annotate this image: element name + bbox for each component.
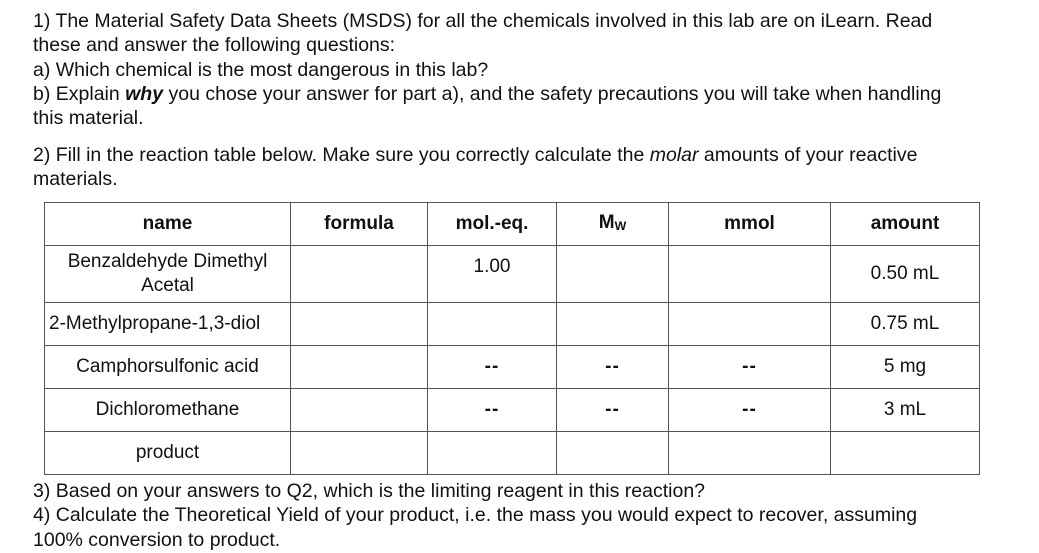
cell-mw (557, 432, 669, 475)
cell-amount: 0.75 mL (831, 303, 980, 346)
q1-emphasis-why: why (125, 82, 164, 105)
header-amount: amount (831, 203, 980, 246)
table-row (45, 432, 980, 475)
q3-line: 3) Based on your answers to Q2, which is the limiting reagent in this reaction? (33, 480, 706, 502)
header-formula: formula (291, 203, 428, 246)
table-row (45, 346, 980, 389)
q1-line-4-post: you chose your answer for part a), and the safety precautions you will take when handling (163, 82, 942, 105)
questions-3-4 (33, 479, 1018, 552)
cell-name: 2-Methylpropane-1,3-diol (45, 303, 291, 346)
q2-line-1-post: amounts of your reactive (698, 144, 918, 166)
cell-formula (291, 303, 428, 346)
cell-name: product (45, 432, 291, 475)
q4-line-2: 100% conversion to product. (33, 528, 281, 551)
cell-amount (831, 432, 980, 475)
header-mmol: mmol (669, 203, 831, 246)
table-header-row (45, 203, 980, 246)
cell-mol-eq (428, 303, 557, 346)
cell-name: Dichloromethane (45, 389, 291, 432)
cell-mmol: -- (669, 346, 831, 389)
q1-line-3: a) Which chemical is the most dangerous in this lab? (33, 58, 489, 81)
q1-line-4 (33, 82, 1018, 106)
q2-line-1 (33, 143, 1018, 167)
header-mw-sub: W (614, 218, 627, 233)
q2-line-1-pre: 2) Fill in the reaction table below. Make sure you correctly calculate the (33, 144, 650, 166)
cell-mol-eq: -- (428, 389, 557, 432)
table-row (45, 246, 980, 303)
header-name: name (45, 203, 291, 246)
q1-line-4-pre: b) Explain (33, 82, 126, 105)
cell-mmol: -- (669, 389, 831, 432)
cell-name: Benzaldehyde Dimethyl Acetal (45, 246, 291, 303)
cell-mw: -- (557, 346, 669, 389)
q1-line-5: this material. (33, 107, 144, 130)
cell-mw (557, 303, 669, 346)
cell-formula (291, 246, 428, 303)
header-mw (557, 203, 669, 246)
cell-mw (557, 246, 669, 303)
question-2 (33, 143, 1018, 192)
cell-formula (291, 389, 428, 432)
cell-mol-eq: 1.00 (428, 246, 557, 303)
cell-mol-eq: -- (428, 346, 557, 389)
cell-mmol (669, 432, 831, 475)
q1-line-1: 1) The Material Safety Data Sheets (MSDS) for all the chemicals involved in this lab are on iLearn. Read (33, 10, 933, 32)
header-mw-main: M (598, 211, 615, 233)
cell-mw: -- (557, 389, 669, 432)
reaction-table (44, 202, 980, 475)
cell-amount: 0.50 mL (831, 246, 980, 303)
cell-name: Camphorsulfonic acid (45, 346, 291, 389)
header-mol-eq: mol.-eq. (428, 203, 557, 246)
cell-mmol (669, 246, 831, 303)
cell-mol-eq (428, 432, 557, 475)
question-1 (33, 9, 1018, 130)
cell-amount: 3 mL (831, 389, 980, 432)
q1-line-2: these and answer the following questions: (33, 34, 396, 57)
cell-amount: 5 mg (831, 346, 980, 389)
table-row (45, 389, 980, 432)
cell-mmol (669, 303, 831, 346)
q2-line-2: materials. (33, 168, 118, 191)
cell-formula (291, 432, 428, 475)
q2-emphasis-molar: molar (649, 144, 699, 166)
cell-formula (291, 346, 428, 389)
q4-line-1: 4) Calculate the Theoretical Yield of your product, i.e. the mass you would expect to recover, assuming (33, 504, 918, 527)
table-row (45, 303, 980, 346)
